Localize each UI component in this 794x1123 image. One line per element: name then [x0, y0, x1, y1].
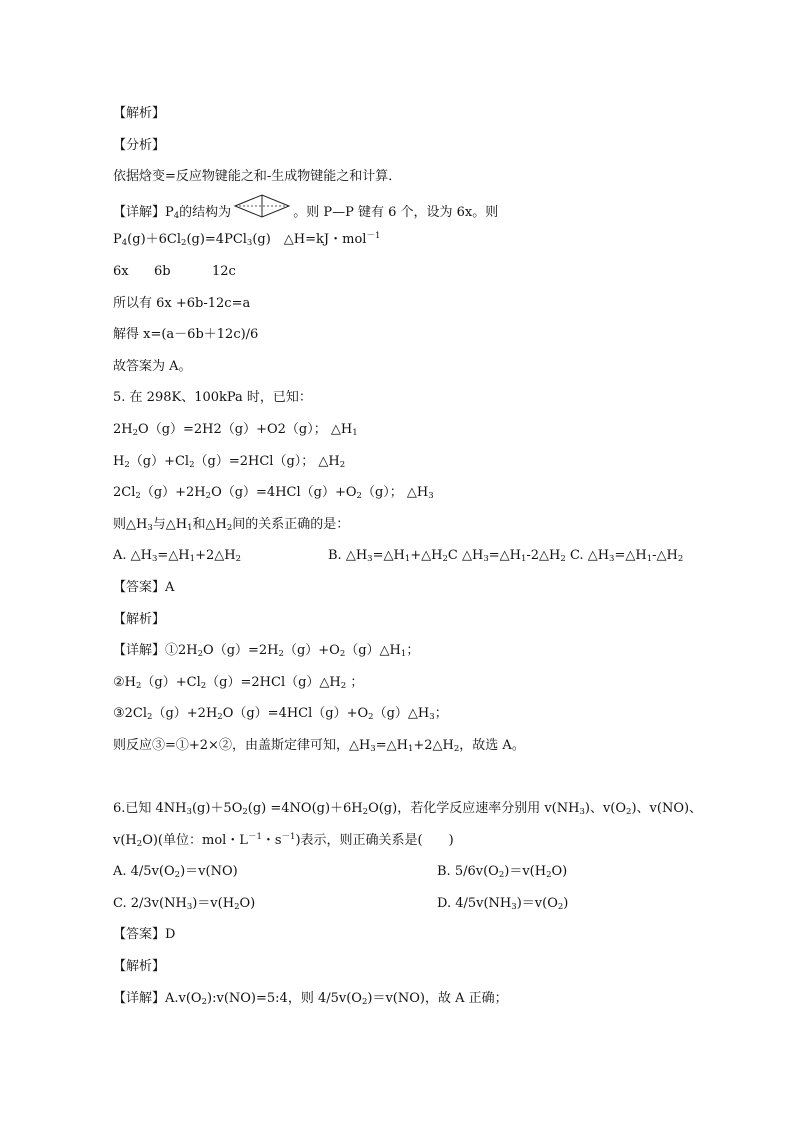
text-run: 【解析】: [113, 959, 166, 975]
subscript: 3: [579, 807, 585, 818]
text-run: )、v(NO)、: [631, 801, 703, 817]
text-run: (g) =4NO(g)＋6H: [247, 801, 363, 817]
text-line: [113, 319, 713, 351]
superscript: －1: [366, 231, 381, 242]
text-run: B. 5/6v(O: [437, 864, 499, 880]
text-run: 【分析】: [113, 137, 166, 153]
subscript: 2: [362, 807, 369, 818]
option-c: [113, 888, 437, 920]
text-line: [113, 730, 713, 762]
text-run: （g）△H: [373, 706, 430, 722]
subscript: 2: [205, 491, 212, 502]
text-run: )表示，则正确关系是( ): [295, 832, 454, 848]
text-run: 依据焓变=反应物键能之和-生成物键能之和计算．: [113, 169, 402, 185]
text-run: +2△H: [195, 548, 236, 564]
text-run: O)(单位：mol・L: [142, 832, 248, 848]
subscript: 2: [557, 901, 564, 912]
answer-line: [113, 919, 713, 951]
subscript: 2: [339, 459, 346, 470]
text-run: +△H: [410, 548, 443, 564]
text-run: 【详解】A.v(O: [113, 990, 202, 1006]
equation-line: [113, 667, 713, 699]
subscript: 2: [200, 680, 207, 691]
option-b: [437, 864, 567, 879]
text-run: 则△H: [113, 516, 148, 532]
text-run: )＝v(NO): [180, 864, 238, 880]
bond-count-line: [113, 256, 713, 288]
section-heading-analysis: [113, 98, 713, 130]
subscript: 3: [186, 901, 193, 912]
text-run: 解得 x=(a－6b＋12c)/6: [113, 327, 259, 343]
answer-options-q6-row2: [113, 888, 713, 920]
equation-line: [113, 414, 713, 446]
blank-line: [113, 761, 713, 793]
subscript: 2: [147, 712, 153, 723]
text-line: [113, 509, 713, 541]
text-run: 所以有 6x +6b-12c=a: [113, 295, 251, 311]
text-run: ・s: [261, 832, 282, 848]
text-run: （g）+Cl: [129, 453, 190, 469]
subscript: 2: [368, 712, 374, 723]
equation-line: [113, 698, 713, 730]
subscript: 2: [242, 807, 248, 818]
text-run: （g）=2HCl（g）； △H: [194, 453, 340, 469]
text-run: B. △H: [328, 548, 368, 564]
text-run: )＝v(O: [516, 895, 558, 911]
text-run: O（g）=4HCl（g）+O: [211, 485, 357, 501]
subscript: 2: [174, 870, 181, 881]
document-body: [113, 98, 713, 1014]
subscript: 2: [197, 649, 204, 660]
answer-line: [113, 572, 713, 604]
text-run: )＝v(NO)，故 A 正确；: [367, 990, 508, 1006]
subscript: 2: [498, 870, 505, 881]
text-run: （g）+Cl: [141, 674, 201, 690]
subscript: 2: [136, 680, 142, 691]
subscript: 1: [646, 554, 653, 565]
subscript: 3: [429, 712, 435, 723]
subscript: 2: [361, 996, 368, 1007]
text-run: O(g)，若化学反应速率分别用 v(NH: [368, 801, 580, 817]
text-run: -△H: [652, 548, 678, 564]
subscript: 2: [189, 459, 195, 470]
subscript: 3: [511, 901, 517, 912]
section-heading-analysis: [113, 604, 713, 636]
text-run: O（g）=4HCl（g）+O: [222, 706, 369, 722]
text-run: (g)=4PCl: [186, 232, 247, 248]
subscript: 2: [217, 712, 223, 723]
text-run: O): [239, 895, 256, 911]
subscript: 2: [124, 459, 130, 470]
text-run: 和△H: [192, 516, 227, 532]
text-run: 的结构为: [179, 204, 232, 220]
text-line: [113, 288, 713, 320]
subscript: 2: [136, 838, 143, 849]
text-run: （g）△H: [345, 643, 401, 659]
text-run: 【答案】A: [113, 579, 175, 595]
subscript: 1: [407, 743, 414, 754]
text-run: 5. 在 298K、100kPa 时，已知：: [113, 390, 312, 406]
option-a: [113, 856, 437, 888]
text-run: 【解析】: [113, 611, 166, 627]
subscript: 2: [135, 491, 141, 502]
text-run: ):v(NO)=5:4，则 4/5v(O: [207, 990, 362, 1006]
text-run: 间的关系正确的是：: [232, 516, 350, 532]
text-run: ②H: [113, 674, 136, 690]
subscript: 2: [339, 649, 346, 660]
subscript: 1: [187, 522, 193, 533]
text-run: （g）+O: [283, 643, 340, 659]
subscript: 1: [189, 554, 196, 565]
text-line: [113, 161, 713, 193]
text-run: 。则 P—P 键有 6 个，设为 6x。则: [293, 204, 499, 220]
subscript: 2: [626, 807, 632, 818]
question-5-stem: [113, 382, 713, 414]
subscript: 3: [483, 554, 489, 565]
text-run: (g)＋6Cl: [127, 232, 182, 248]
subscript: 2: [546, 870, 552, 881]
text-run: 【答案】D: [113, 927, 176, 943]
subscript: 2: [356, 491, 362, 502]
text-run: ③2Cl: [113, 706, 148, 722]
subscript: 2: [453, 743, 460, 754]
text-run: O): [551, 864, 568, 880]
subscript: 2: [235, 554, 241, 565]
subscript: 4: [173, 210, 180, 221]
text-line: [113, 351, 713, 383]
subscript: 2: [278, 649, 284, 660]
question-6-stem: [113, 793, 713, 825]
subscript: 2: [226, 522, 233, 533]
text-run: 【解析】: [113, 106, 166, 121]
text-run: v(H: [113, 832, 137, 848]
text-run: ；: [434, 706, 448, 722]
text-run: （g）； △H: [361, 485, 429, 501]
text-run: )、v(O: [584, 801, 627, 817]
subscript: 2: [181, 238, 187, 249]
text-run: )＝v(H: [504, 864, 547, 880]
text-run: =△H: [488, 548, 521, 564]
subscript: 1: [404, 554, 411, 565]
equation-line: [113, 635, 713, 667]
text-run: C. △H: [565, 548, 610, 564]
text-run: D. 4/5v(NH: [437, 895, 512, 911]
subscript: 2: [234, 901, 240, 912]
equation-line: [113, 446, 713, 478]
subscript: 3: [428, 491, 434, 502]
subscript: 1: [520, 554, 527, 565]
question-6-stem-cont: [113, 825, 713, 857]
text-run: =△H: [157, 548, 190, 564]
text-run: 则反应③=①+2×②，由盖斯定律可知，△H: [113, 737, 371, 753]
section-heading-fenxi: [113, 130, 713, 162]
option-a: [113, 540, 328, 572]
subscript: 3: [370, 743, 376, 754]
text-run: 12c: [212, 263, 236, 279]
text-run: O（g）=2H2（g）+O2（g）； △H: [138, 421, 353, 437]
text-run: ；: [406, 643, 420, 659]
answer-options-q5: [113, 540, 713, 572]
subscript: 2: [677, 554, 684, 565]
superscript: －1: [247, 831, 262, 842]
text-run: ): [563, 895, 569, 911]
text-run: ，故选 A。: [459, 737, 525, 753]
text-run: 故答案为 A。: [113, 358, 192, 374]
superscript: －1: [281, 831, 296, 842]
subscript: 2: [560, 554, 566, 565]
text-run: O（g）=2H: [203, 643, 279, 659]
subscript: 2: [132, 427, 139, 438]
text-run: （g）+2H: [152, 706, 218, 722]
text-run: 6x: [113, 263, 129, 279]
option-d: [437, 896, 568, 911]
subscript: 1: [400, 649, 407, 660]
text-run: A. 4/5v(O: [113, 864, 175, 880]
text-run: 6.已知 4NH: [113, 801, 187, 817]
text-run: =△H: [372, 548, 405, 564]
option-b-c: [328, 540, 683, 572]
text-run: 与△H: [152, 516, 188, 532]
subscript: 3: [147, 522, 153, 533]
subscript: 2: [201, 996, 208, 1007]
text-run: =△H: [375, 737, 408, 753]
subscript: 3: [152, 554, 158, 565]
text-run: （g）=2HCl（g）△H: [206, 674, 341, 690]
text-run: )＝v(H: [192, 895, 235, 911]
section-heading-analysis: [113, 951, 713, 983]
subscript: 2: [340, 680, 347, 691]
text-run: -2△H: [526, 548, 561, 564]
text-run: ；: [346, 674, 364, 690]
text-run: =△H: [614, 548, 647, 564]
text-run: (g) △H=kJ・mol: [252, 232, 367, 248]
text-line-p4-structure: [113, 193, 713, 225]
equation-line: [113, 477, 713, 509]
text-run: 6b: [154, 263, 171, 279]
text-run: A. △H: [113, 548, 152, 564]
subscript: 3: [186, 807, 192, 818]
text-line: [113, 983, 713, 1015]
subscript: 4: [121, 238, 128, 249]
text-run: （g）+2H: [140, 485, 206, 501]
text-run: +2△H: [413, 737, 454, 753]
subscript: 3: [609, 554, 615, 565]
subscript: 3: [367, 554, 373, 565]
subscript: 3: [246, 238, 253, 249]
text-run: H: [113, 453, 125, 469]
text-run: (g)＋5O: [191, 801, 243, 817]
text-run: 【详解】P: [113, 204, 174, 220]
text-run: C △H: [447, 548, 484, 564]
answer-options-q6-row1: [113, 856, 713, 888]
text-run: P: [113, 232, 122, 248]
text-run: 2Cl: [113, 485, 136, 501]
text-run: C. 2/3v(NH: [113, 895, 187, 911]
text-run: 【详解】①2H: [113, 643, 198, 659]
text-run: 2H: [113, 421, 133, 437]
subscript: 1: [352, 427, 358, 438]
subscript: 2: [442, 554, 448, 565]
equation-line: [113, 224, 713, 256]
